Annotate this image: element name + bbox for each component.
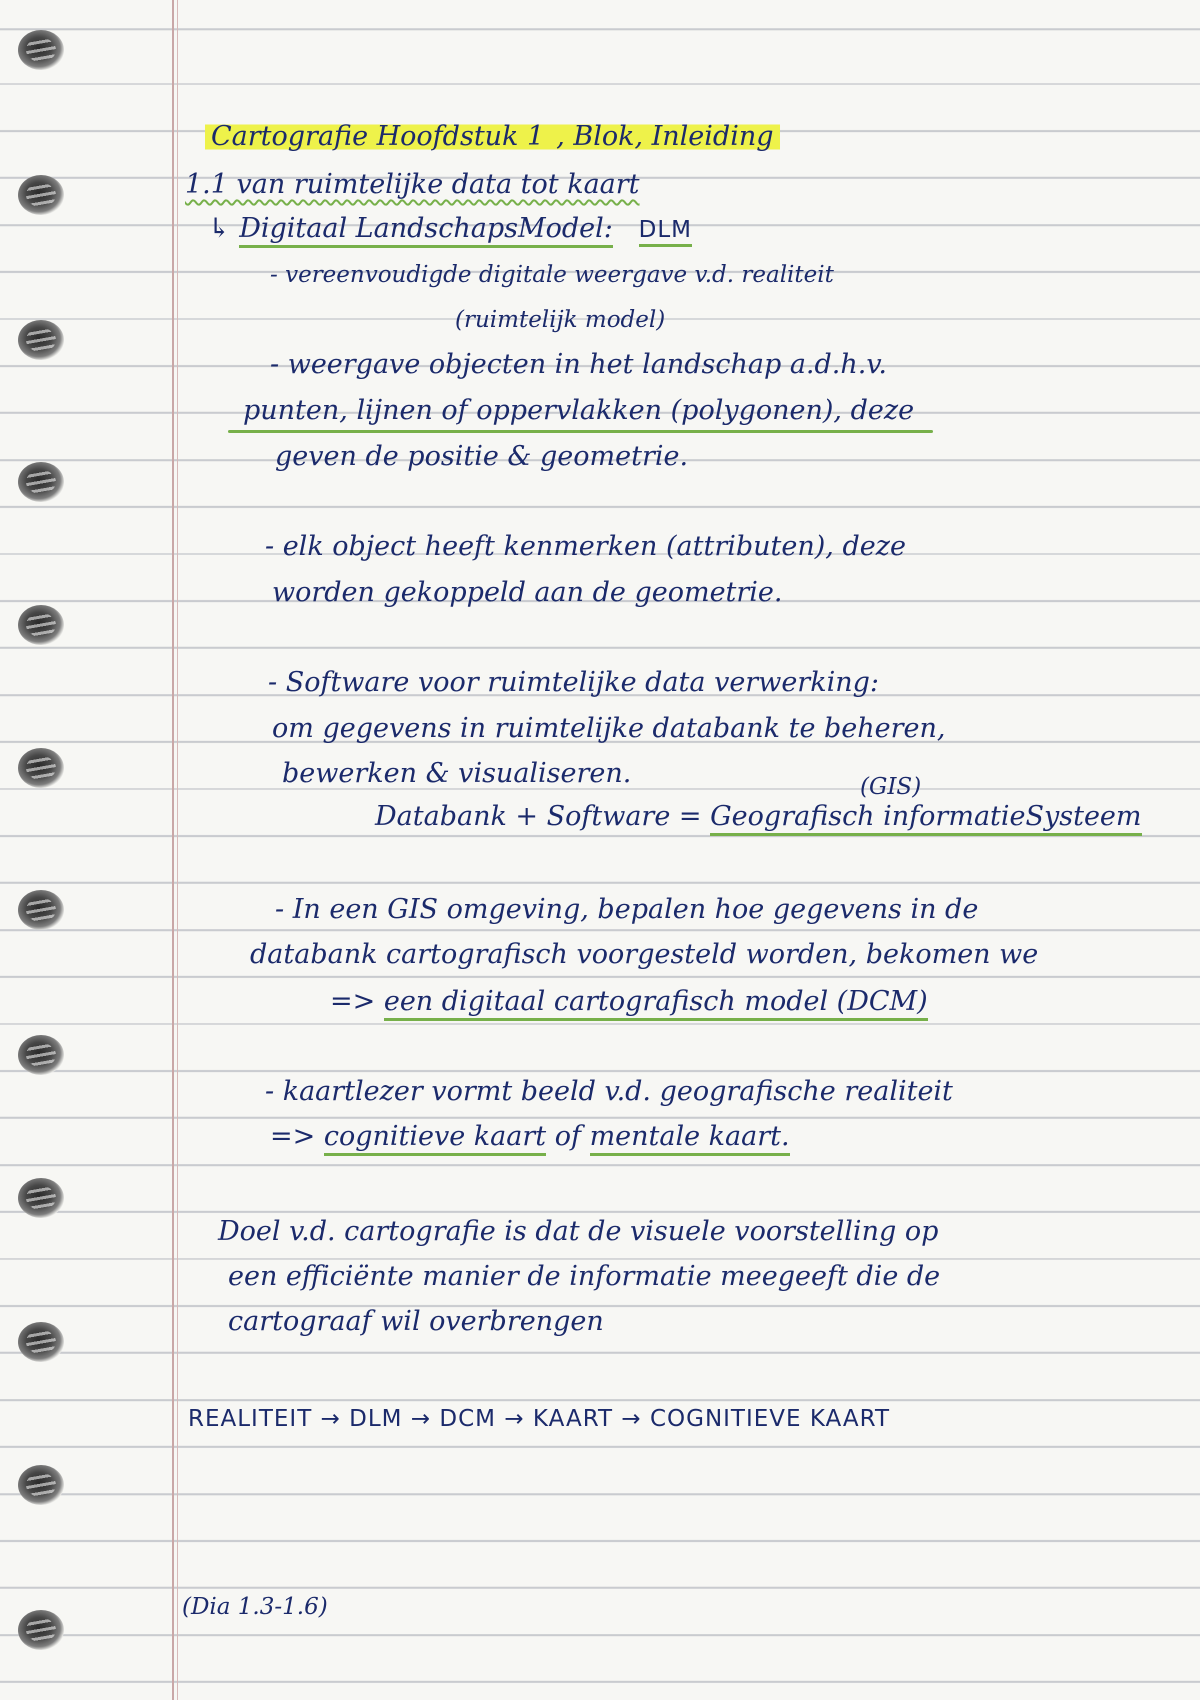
result-or: of — [554, 1121, 581, 1152]
gis-label: (GIS) — [860, 774, 922, 800]
result-cognitive: cognitieve kaart — [324, 1121, 546, 1156]
binder-hole — [18, 462, 64, 502]
result-line — [270, 1120, 790, 1154]
page-title — [205, 120, 780, 154]
subheading-abbr: DLM — [639, 217, 692, 247]
bullet-line: geven de positie & geometrie. — [275, 441, 689, 472]
bullet-line: databank cartografisch voorgesteld worden, bekomen we — [250, 939, 1039, 970]
title-main: Cartografie Hoofdstuk 1 — [205, 121, 550, 152]
goal-line: een efficiënte manier de informatie meegeeft die de — [228, 1261, 941, 1292]
flow-line: REALITEIT → DLM → DCM → KAART → COGNITIEVE KAART — [188, 1406, 891, 1432]
margin-line — [172, 0, 174, 1700]
equation-right: Geografisch informatieSysteem — [710, 801, 1141, 836]
implies-arrow: => — [330, 986, 376, 1017]
binder-hole — [18, 1465, 64, 1505]
binder-hole — [18, 1322, 64, 1362]
binder-hole — [18, 320, 64, 360]
binder-hole — [18, 605, 64, 645]
bullet-line: bewerken & visualiseren. — [282, 758, 632, 789]
margin-line-inner — [177, 0, 178, 1700]
goal-line: Doel v.d. cartografie is dat de visuele voorstelling op — [218, 1216, 939, 1247]
bullet-line: punten, lijnen of oppervlakken (polygonen), deze — [243, 395, 915, 426]
binder-hole — [18, 1178, 64, 1218]
implies-arrow: => — [270, 1121, 316, 1152]
binder-hole — [18, 1035, 64, 1075]
binder-hole — [18, 890, 64, 930]
green-underline — [228, 430, 933, 433]
bullet-line: - elk object heeft kenmerken (attributen), deze — [265, 531, 906, 562]
subheading-label: Digitaal LandschapsModel: — [239, 213, 613, 248]
result-dcm: een digitaal cartografisch model (DCM) — [384, 986, 928, 1021]
result-line — [330, 985, 928, 1019]
bullet-line: - weergave objecten in het landschap a.d.h.v. — [270, 349, 887, 380]
bullet-line: - vereenvoudigde digitale weergave v.d. realiteit — [270, 262, 834, 288]
binder-hole — [18, 30, 64, 70]
bullet-line: (ruimtelijk model) — [455, 307, 666, 333]
section-heading-text: 1.1 van ruimtelijke data tot kaart — [185, 169, 640, 200]
section-heading — [185, 168, 640, 202]
equation — [375, 800, 1142, 834]
subheading — [208, 212, 692, 247]
arrow-icon: ↳ — [208, 213, 231, 244]
goal-line: cartograaf wil overbrengen — [228, 1306, 604, 1337]
bullet-line: - kaartlezer vormt beeld v.d. geografische realiteit — [265, 1076, 953, 1107]
bullet-line: - In een GIS omgeving, bepalen hoe gegevens in de — [275, 894, 979, 925]
bullet-line: om gegevens in ruimtelijke databank te beheren, — [272, 713, 946, 744]
bullet-line: worden gekoppeld aan de geometrie. — [272, 577, 783, 608]
equation-left: Databank + Software = — [375, 801, 702, 832]
binder-hole — [18, 1610, 64, 1650]
title-sub: , Blok, Inleiding — [550, 121, 779, 152]
slide-reference: (Dia 1.3-1.6) — [182, 1594, 328, 1620]
bullet-line: - Software voor ruimtelijke data verwerking: — [268, 667, 879, 698]
binder-hole — [18, 175, 64, 215]
binder-hole — [18, 748, 64, 788]
result-mental: mentale kaart. — [590, 1121, 790, 1156]
